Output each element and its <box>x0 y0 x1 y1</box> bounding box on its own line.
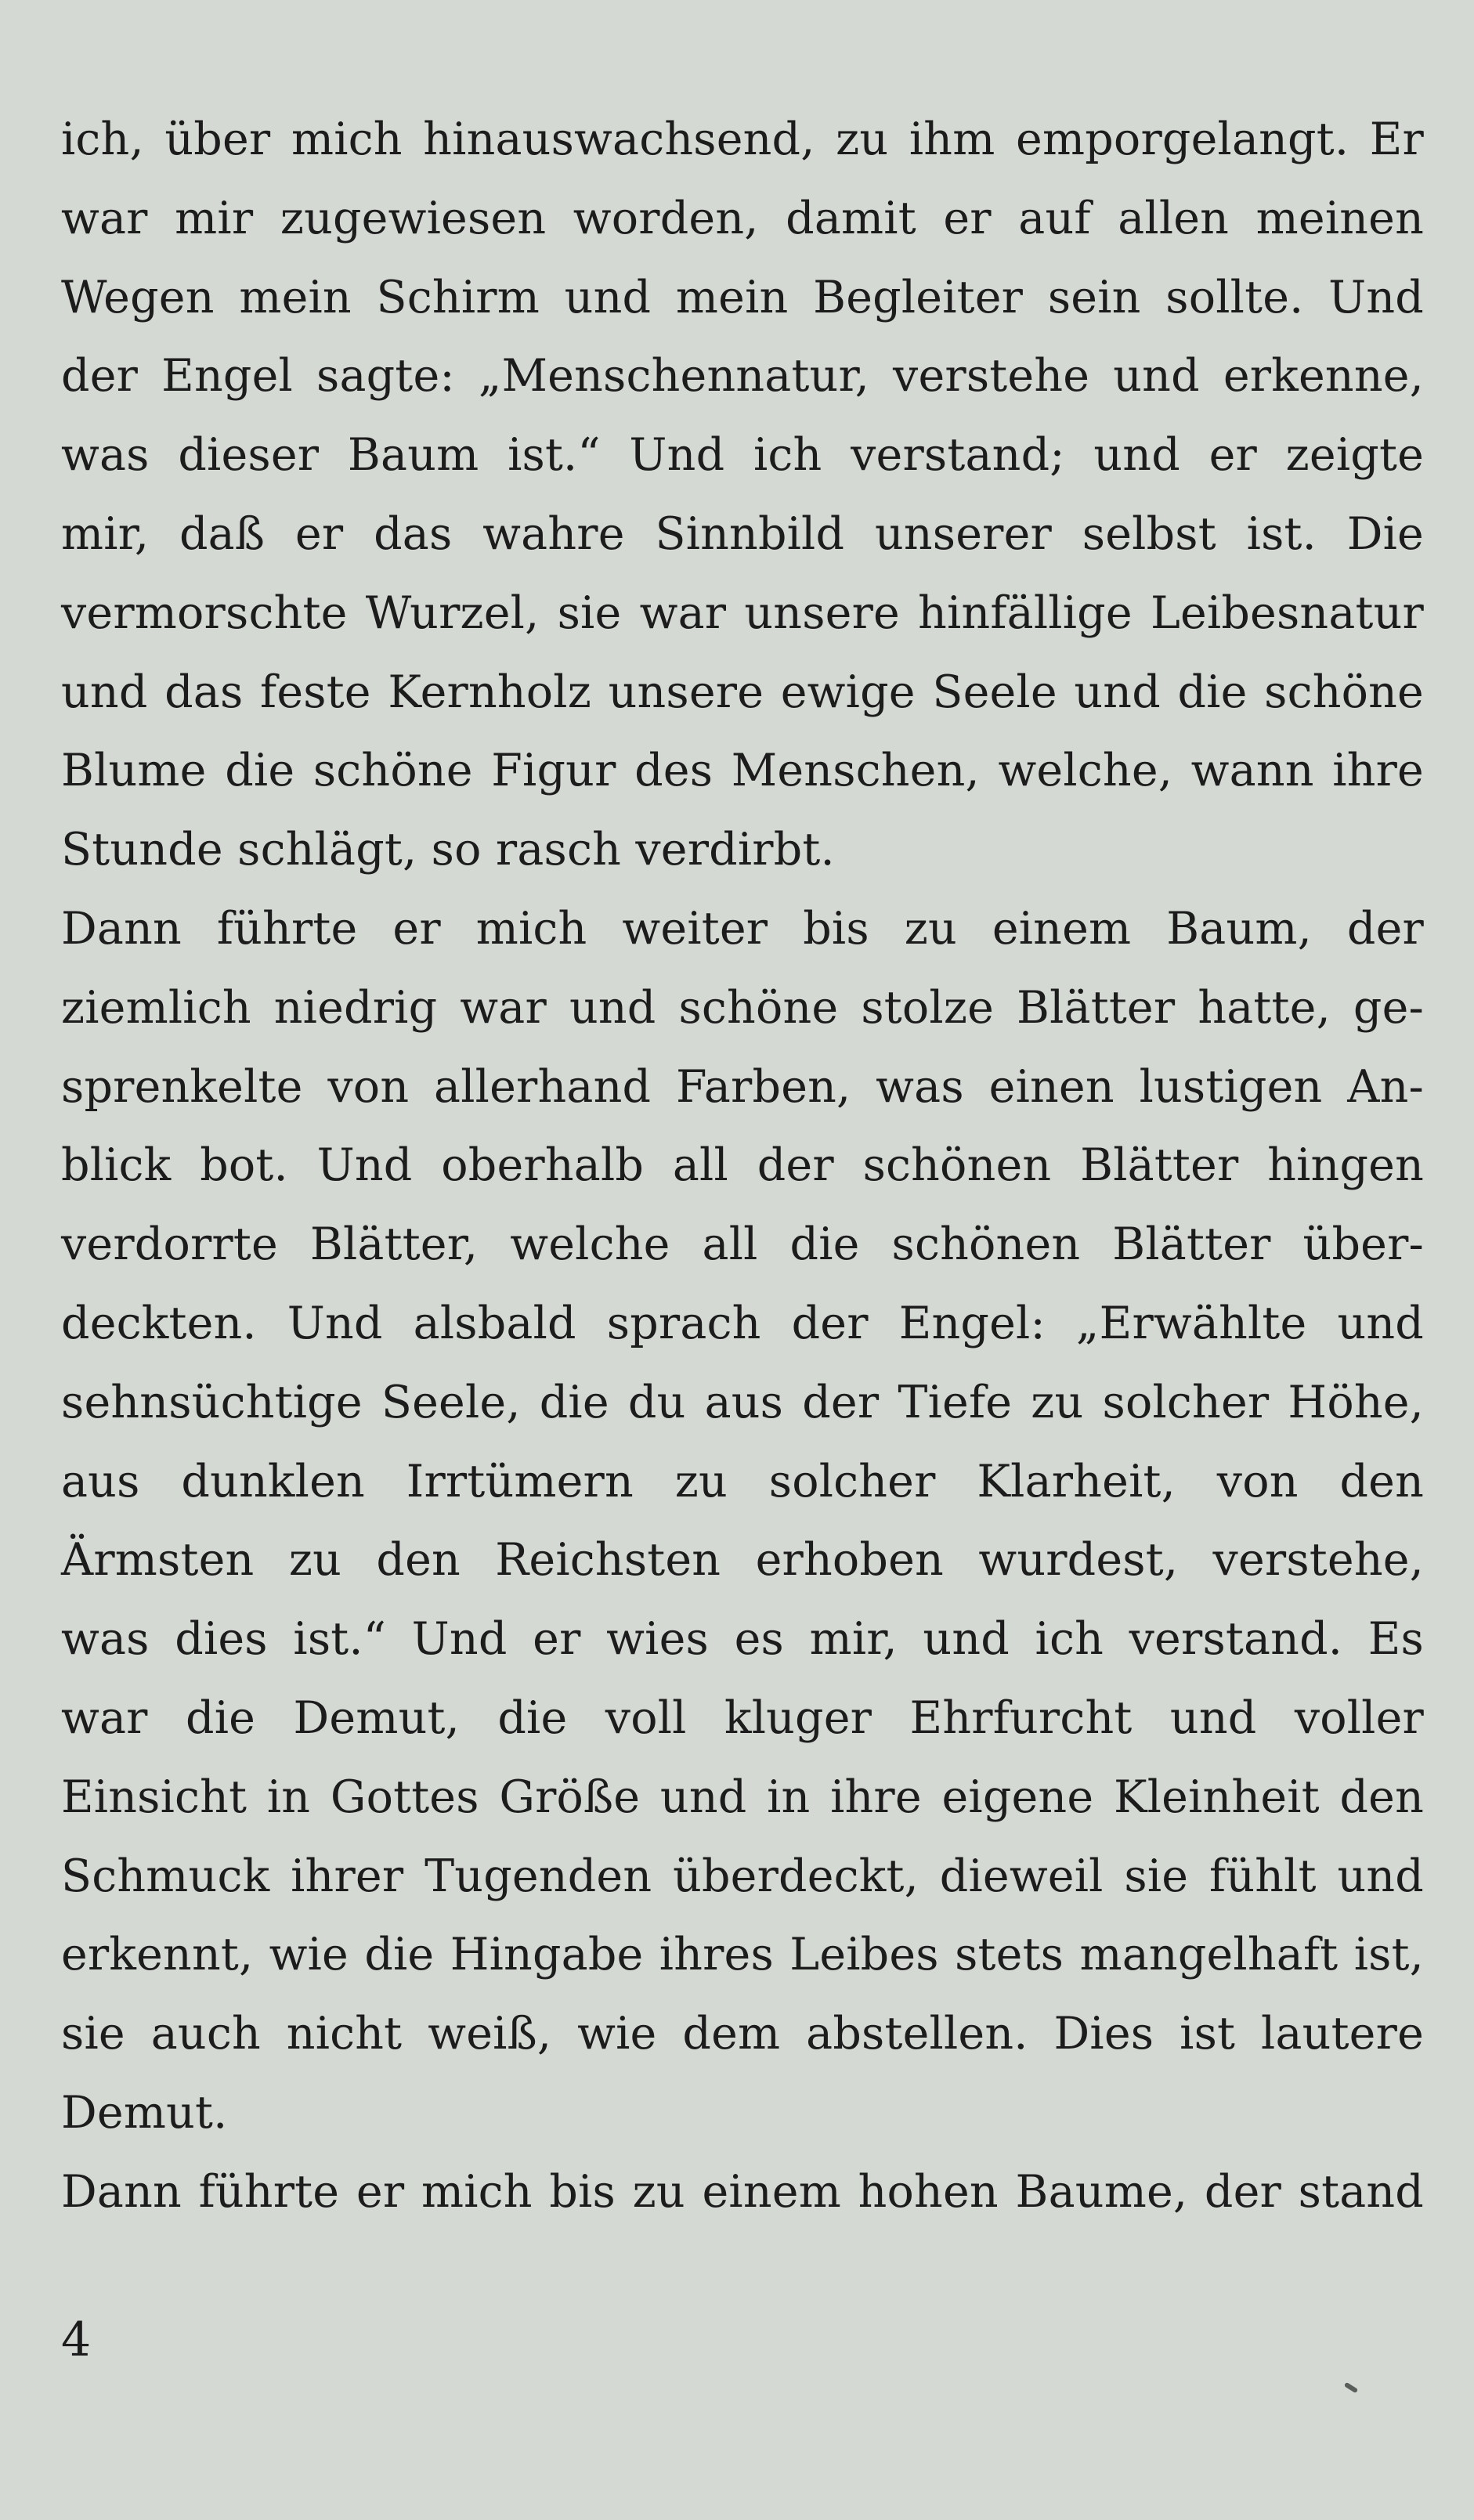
text-line: erkennt, wie die Hingabe ihres Leibes stets mangelhaft ist, <box>61 1929 1424 1981</box>
text-line: aus dunklen Irrtümern zu solcher Klarheit, von den <box>61 1455 1424 1507</box>
text-line: vermorschte Wurzel, sie war unsere hinfällige Leibesnatur <box>61 587 1424 639</box>
text-line: sprenkelte von allerhand Farben, was einen lustigen An- <box>61 1060 1424 1113</box>
page-number: 4 <box>61 2312 92 2367</box>
text-line: Stunde schlägt, so rasch verdirbt. <box>61 824 835 876</box>
text-line: Ärmsten zu den Reichsten erhoben wurdest, verstehe, <box>61 1534 1424 1587</box>
text-line: Dann führte er mich bis zu einem hohen Baume, der stand <box>61 2165 1424 2218</box>
text-line: und das feste Kernholz unsere ewige Seele und die schöne <box>61 666 1424 718</box>
text-line: ziemlich niedrig war und schöne stolze Blätter hatte, ge- <box>61 981 1424 1034</box>
text-line: Blume die schöne Figur des Menschen, welche, wann ihre <box>61 745 1424 797</box>
text-line: verdorrte Blätter, welche all die schönen Blätter über- <box>61 1218 1424 1271</box>
text-line: war die Demut, die voll kluger Ehrfurcht und voller <box>61 1691 1424 1744</box>
text-line: ich, über mich hinauswachsend, zu ihm emporgelangt. Er <box>61 114 1424 165</box>
text-line: deckten. Und alsbald sprach der Engel: „Erwählte und <box>61 1297 1424 1349</box>
text-line: Dann führte er mich weiter bis zu einem Baum, der <box>61 902 1424 955</box>
body-text <box>61 100 1424 2232</box>
text-line: Einsicht in Gottes Größe und in ihre eigene Kleinheit den <box>61 1771 1424 1823</box>
text-line: blick bot. Und oberhalb all der schönen Blätter hingen <box>61 1139 1424 1192</box>
paper-speck <box>1344 2382 1358 2394</box>
text-line: mir, daß er das wahre Sinnbild unserer selbst ist. Die <box>61 507 1424 560</box>
text-line: Wegen mein Schirm und mein Begleiter sein sollte. Und <box>61 271 1424 323</box>
text-line: was dies ist.“ Und er wies es mir, und ich verstand. Es <box>61 1613 1424 1666</box>
text-line: sie auch nicht weiß, wie dem abstellen. Dies ist lautere <box>61 2008 1424 2060</box>
text-line: sehnsüchtige Seele, die du aus der Tiefe zu solcher Höhe, <box>61 1376 1424 1428</box>
text-line: was dieser Baum ist.“ Und ich verstand; und er zeigte <box>61 429 1424 482</box>
text-line: war mir zugewiesen worden, damit er auf allen meinen <box>61 192 1424 244</box>
text-line: Schmuck ihrer Tugenden überdeckt, dieweil sie fühlt und <box>61 1850 1424 1902</box>
text-line: Demut. <box>61 2086 228 2139</box>
text-line: der Engel sagte: „Menschennatur, verstehe und erkenne, <box>61 350 1424 403</box>
